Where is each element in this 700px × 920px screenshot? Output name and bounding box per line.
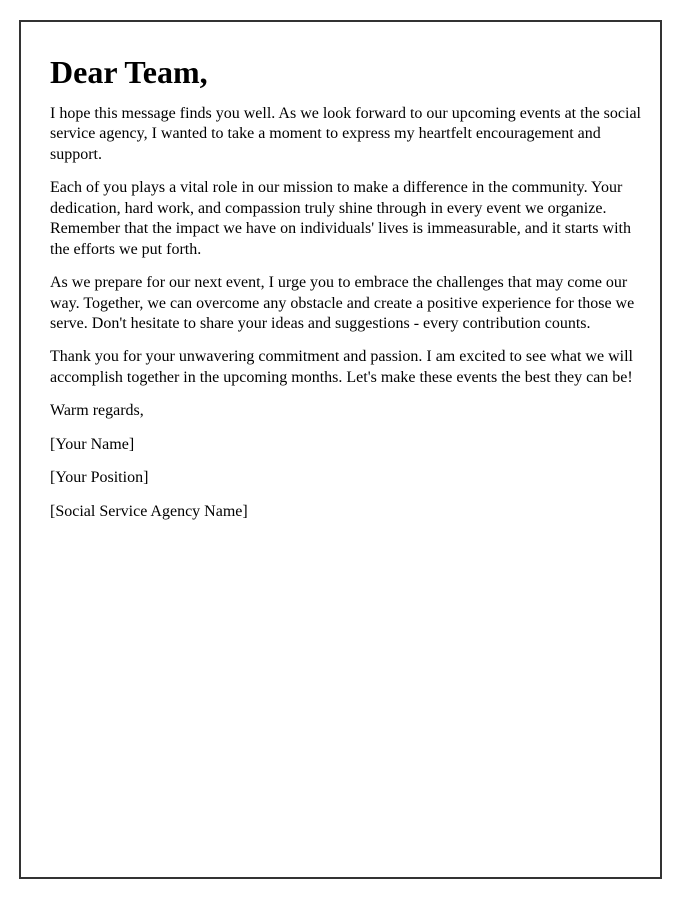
letter-salutation: Dear Team, — [50, 54, 208, 90]
letter-page — [19, 20, 662, 879]
letter-paragraph-2: Each of you plays a vital role in our mission to make a difference in the community. Your dedication, hard work, and compassion truly shine through in every event we organize. Remember that the impact we have on individuals' lives is immeasurable, and it starts with the efforts we put forth. — [50, 179, 631, 258]
letter-closing: Warm regards, — [50, 402, 144, 420]
letter-paragraph-4: Thank you for your unwavering commitment and passion. I am excited to see what we will accomplish together in the upcoming months. Let's make these events the best they can be! — [50, 348, 633, 386]
letter-paragraph-3: As we prepare for our next event, I urge you to embrace the challenges that may come our way. Together, we can overcome any obstacle and create a positive experience for those we serve. Don't hesitate to share your ideas and suggestions - every contribution counts. — [50, 274, 635, 333]
signature-name-placeholder: [Your Name] — [50, 435, 135, 453]
signature-position-placeholder: [Your Position] — [50, 469, 149, 487]
signature-block — [50, 435, 643, 522]
letter-paragraph-1: I hope this message finds you well. As we look forward to our upcoming events at the social service agency, I wanted to take a moment to express my heartfelt encouragement and support. — [50, 104, 641, 163]
signature-agency-placeholder: [Social Service Agency Name] — [50, 502, 248, 520]
